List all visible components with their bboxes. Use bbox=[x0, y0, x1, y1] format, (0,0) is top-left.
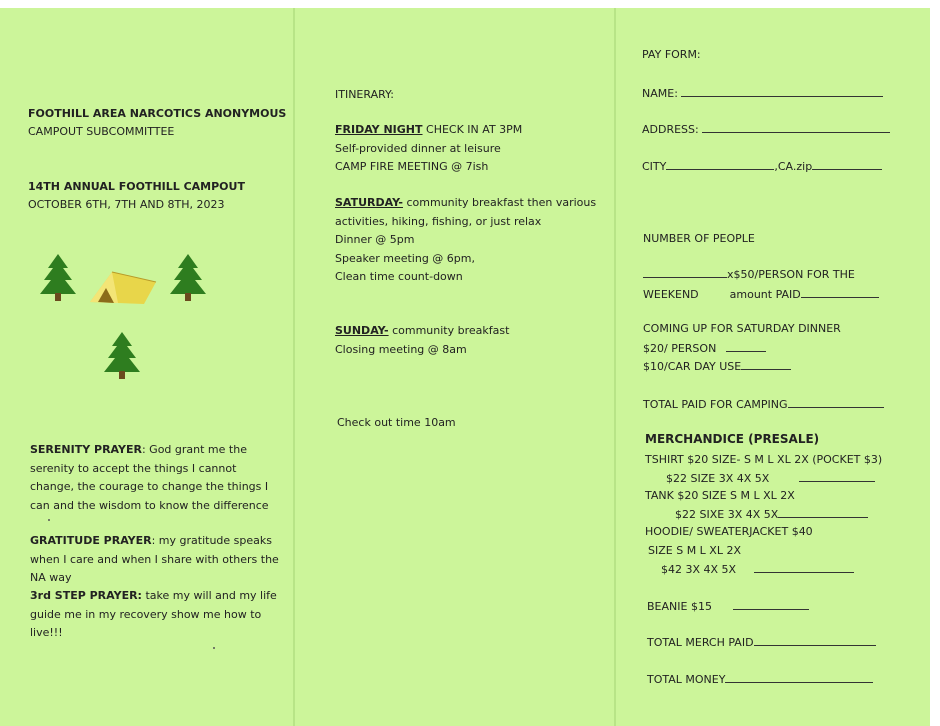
weekend-label: WEEKEND bbox=[643, 288, 699, 301]
friday-label: FRIDAY NIGHT bbox=[335, 123, 423, 136]
dinner-price-row bbox=[643, 340, 766, 356]
friday-checkin: CHECK IN AT 3PM bbox=[422, 123, 523, 136]
saturday-line: activities, hiking, fishing, or just relax bbox=[335, 214, 542, 228]
pine-tree-icon bbox=[102, 332, 142, 380]
car-day-use-field[interactable] bbox=[741, 358, 791, 370]
people-count-field[interactable] bbox=[643, 266, 727, 278]
name-row bbox=[642, 85, 883, 101]
per-person-row bbox=[643, 266, 855, 282]
total-merch-field[interactable] bbox=[754, 634, 876, 646]
serenity-prayer-label: SERENITY PRAYER bbox=[30, 443, 142, 456]
saturday-section bbox=[335, 194, 596, 287]
tank-large-row bbox=[675, 506, 868, 522]
weekend-row bbox=[643, 286, 879, 302]
org-subcommittee: CAMPOUT SUBCOMMITTEE bbox=[28, 125, 175, 138]
total-money-row bbox=[647, 671, 873, 687]
gratitude-prayer-label: GRATITUDE PRAYER bbox=[30, 534, 152, 547]
event-dates: OCTOBER 6TH, 7TH AND 8TH, 2023 bbox=[28, 198, 225, 211]
hoodie-large-label: $42 3X 4X 5X bbox=[661, 563, 737, 576]
address-field[interactable] bbox=[702, 121, 890, 133]
dinner-price-label: $20/ PERSON bbox=[643, 342, 717, 355]
sunday-label: SUNDAY- bbox=[335, 324, 389, 337]
dinner-count-field[interactable] bbox=[726, 340, 766, 352]
beanie-row bbox=[647, 598, 809, 614]
serenity-prayer bbox=[30, 441, 282, 515]
amount-paid-field[interactable] bbox=[801, 286, 879, 298]
saturday-breakfast: community breakfast then various bbox=[403, 196, 597, 209]
car-day-use-row bbox=[643, 358, 791, 374]
friday-line: CAMP FIRE MEETING @ 7ish bbox=[335, 160, 489, 173]
city-label: CITY bbox=[642, 160, 667, 173]
state-zip-label: ,CA.zip bbox=[774, 160, 813, 173]
number-of-people-label: NUMBER OF PEOPLE bbox=[643, 232, 755, 245]
fold-line bbox=[614, 8, 616, 726]
beanie-field[interactable] bbox=[733, 598, 809, 610]
sunday-line: Closing meeting @ 8am bbox=[335, 342, 467, 356]
sunday-breakfast: community breakfast bbox=[388, 324, 510, 337]
sunday-section bbox=[335, 322, 509, 359]
serenity-prayer-text: : God grant me the serenity to accept the things I cannot change, the courage to change the things I can and the wisdom to know the difference bbox=[30, 443, 269, 512]
tank-line: TANK $20 SIZE S M L XL 2X bbox=[645, 489, 795, 502]
amount-paid-label: amount PAID bbox=[729, 288, 801, 301]
gratitude-prayer-text: : my gratitude speaks when I care and when I share with others the NA way bbox=[30, 534, 279, 584]
city-field[interactable] bbox=[666, 158, 774, 170]
total-camping-label: TOTAL PAID FOR CAMPING bbox=[643, 398, 788, 411]
hoodie-sizes: SIZE S M L XL 2X bbox=[648, 544, 741, 557]
total-merch-label: TOTAL MERCH PAID bbox=[647, 636, 754, 649]
hoodie-field[interactable] bbox=[754, 561, 854, 573]
hoodie-line: HOODIE/ SWEATERJACKET $40 bbox=[645, 525, 813, 538]
total-money-label: TOTAL MONEY bbox=[647, 673, 726, 686]
total-merch-row bbox=[647, 634, 876, 650]
name-label: NAME: bbox=[642, 87, 678, 100]
total-camping-row bbox=[643, 396, 884, 412]
gratitude-prayer bbox=[30, 532, 292, 588]
friday-section bbox=[335, 121, 522, 177]
tshirt-field[interactable] bbox=[799, 470, 875, 482]
saturday-line: Dinner @ 5pm bbox=[335, 233, 415, 246]
pay-form-heading: PAY FORM: bbox=[642, 48, 701, 61]
hoodie-large-row bbox=[661, 561, 854, 577]
saturday-line: Speaker meeting @ 6pm, bbox=[335, 251, 475, 265]
itinerary-heading: ITINERARY: bbox=[335, 88, 395, 101]
third-step-prayer bbox=[30, 587, 292, 643]
saturday-label: SATURDAY- bbox=[335, 196, 403, 209]
beanie-label: BEANIE $15 bbox=[647, 600, 712, 613]
tank-large-label: $22 SIXE 3X 4X 5X bbox=[675, 508, 779, 521]
per-person-label: x$50/PERSON FOR THE bbox=[727, 268, 855, 281]
tshirt-line: TSHIRT $20 SIZE- S M L XL 2X (POCKET $3) bbox=[645, 453, 883, 466]
scan-speck bbox=[48, 519, 50, 521]
third-step-label: 3rd STEP PRAYER: bbox=[30, 589, 142, 602]
saturday-line: Clean time count-down bbox=[335, 270, 463, 283]
merch-heading: MERCHANDICE (PRESALE) bbox=[645, 432, 820, 446]
friday-line: Self-provided dinner at leisure bbox=[335, 141, 501, 155]
name-field[interactable] bbox=[681, 85, 883, 97]
pine-tree-icon bbox=[168, 254, 208, 302]
fold-line bbox=[293, 8, 295, 726]
checkout-time: Check out time 10am bbox=[337, 416, 456, 429]
city-row bbox=[642, 158, 882, 174]
address-row bbox=[642, 121, 890, 137]
third-step-text: take my will and my life guide me in my recovery show me how to live!!! bbox=[30, 589, 277, 639]
tshirt-large-row bbox=[666, 470, 875, 486]
tshirt-large-label: $22 SIZE 3X 4X 5X bbox=[666, 472, 770, 485]
saturday-dinner-label: COMING UP FOR SATURDAY DINNER bbox=[643, 322, 841, 335]
tank-field[interactable] bbox=[778, 506, 868, 518]
zip-field[interactable] bbox=[812, 158, 882, 170]
total-money-field[interactable] bbox=[725, 671, 873, 683]
scan-speck bbox=[213, 647, 215, 649]
event-title: 14TH ANNUAL FOOTHILL CAMPOUT bbox=[28, 180, 245, 193]
address-label: ADDRESS: bbox=[642, 123, 699, 136]
pine-tree-icon bbox=[38, 254, 78, 302]
org-name: FOOTHILL AREA NARCOTICS ANONYMOUS bbox=[28, 107, 287, 120]
total-camping-field[interactable] bbox=[788, 396, 884, 408]
tent-icon bbox=[88, 270, 158, 306]
car-day-use-label: $10/CAR DAY USE bbox=[643, 360, 742, 373]
